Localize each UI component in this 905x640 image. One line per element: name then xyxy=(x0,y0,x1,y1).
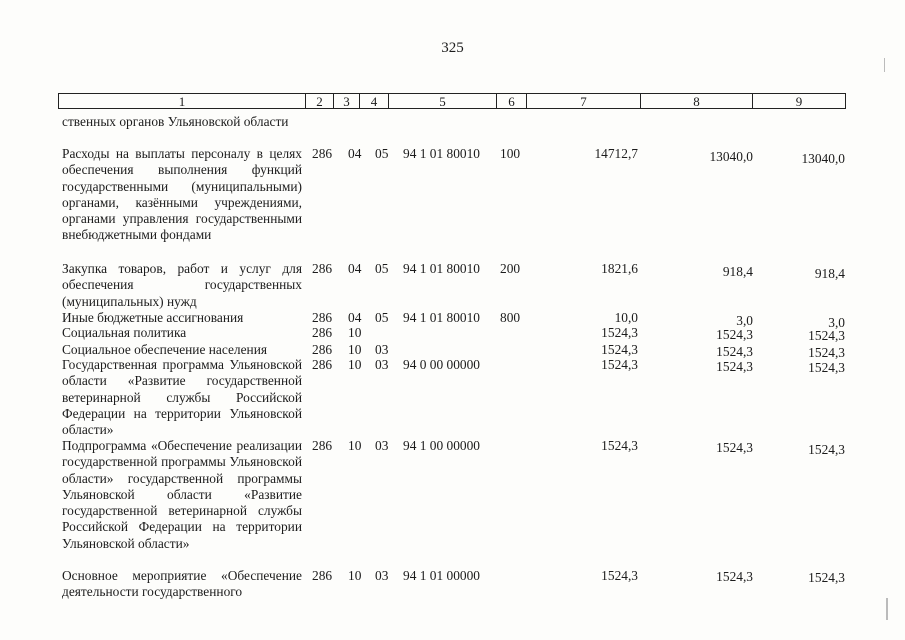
row-code-target: 94 1 01 80010 xyxy=(403,146,480,161)
row-value-col7: 14712,7 xyxy=(594,146,638,161)
row-value-col8: 918,4 xyxy=(722,264,753,279)
row-code-subsection: 05 xyxy=(375,310,389,325)
row-value-col8: 1524,3 xyxy=(716,344,753,359)
row-code-section: 10 xyxy=(348,568,362,583)
header-col-6: 6 xyxy=(496,93,526,109)
row-code-section: 04 xyxy=(348,310,362,325)
row-code-target: 94 1 01 00000 xyxy=(403,568,480,583)
row-name: Социальная политика xyxy=(62,325,187,340)
row-name: Социальное обеспечение населения xyxy=(62,342,268,357)
row-code-subsection: 05 xyxy=(375,146,389,161)
row-code-ministry: 286 xyxy=(312,261,333,276)
row-code-ministry: 286 xyxy=(312,310,333,325)
row-value-col7: 1524,3 xyxy=(601,568,638,583)
scan-mark xyxy=(886,598,888,620)
row-code-ministry: 286 xyxy=(312,357,333,372)
row-code-section: 04 xyxy=(348,261,362,276)
row-value-col7: 1821,6 xyxy=(601,261,638,276)
row-value-col9: 918,4 xyxy=(814,266,845,281)
row-name: ственных органов Ульяновской области xyxy=(62,114,289,129)
row-code-expense-type: 200 xyxy=(500,261,521,276)
row-value-col9: 13040,0 xyxy=(801,151,845,166)
row-code-subsection: 03 xyxy=(375,357,389,372)
row-name: Иные бюджетные ассигнования xyxy=(62,310,244,325)
row-name: Расходы на выплаты персоналу в целях обеспечения выполнения функций государственными (муниципальными) органами, казёнными учреждениями, органами управления государственными внебюджетными фондами xyxy=(62,146,302,243)
row-value-col9: 1524,3 xyxy=(808,442,845,457)
row-name: Закупка товаров, работ и услуг для обеспечения государственных (муниципальных) нужд xyxy=(62,261,302,309)
row-name: Государственная программа Ульяновской области «Развитие государственной ветеринарной службы Российской Федерации на территории Ульяновской области» xyxy=(62,357,302,438)
row-value-col9: 1524,3 xyxy=(808,360,845,375)
row-value-col7: 1524,3 xyxy=(601,438,638,453)
row-value-col9: 3,0 xyxy=(828,315,845,330)
row-code-ministry: 286 xyxy=(312,438,333,453)
page-number: 325 xyxy=(441,40,464,56)
row-name: Основное мероприятие «Обеспечение деятельности государственного xyxy=(62,568,302,600)
header-col-5: 5 xyxy=(388,93,496,109)
table-header xyxy=(58,93,846,113)
row-code-section: 10 xyxy=(348,357,362,372)
row-value-col8: 1524,3 xyxy=(716,327,753,342)
row-code-target: 94 1 01 80010 xyxy=(403,310,480,325)
row-code-section: 10 xyxy=(348,438,362,453)
row-value-col7: 1524,3 xyxy=(601,342,638,357)
row-code-ministry: 286 xyxy=(312,342,333,357)
row-value-col8: 3,0 xyxy=(736,313,753,328)
row-value-col8: 1524,3 xyxy=(716,359,753,374)
row-value-col9: 1524,3 xyxy=(808,570,845,585)
row-value-col9: 1524,3 xyxy=(808,328,845,343)
scan-mark xyxy=(884,58,885,72)
header-col-2: 2 xyxy=(305,93,333,109)
row-code-subsection: 03 xyxy=(375,342,389,357)
row-code-section: 10 xyxy=(348,325,362,340)
row-code-target: 94 1 01 80010 xyxy=(403,261,480,276)
row-value-col7: 1524,3 xyxy=(601,325,638,340)
header-col-8: 8 xyxy=(640,93,752,109)
header-col-1: 1 xyxy=(58,93,305,109)
row-value-col8: 1524,3 xyxy=(716,569,753,584)
row-code-section: 04 xyxy=(348,146,362,161)
row-code-ministry: 286 xyxy=(312,325,333,340)
header-col-9: 9 xyxy=(752,93,846,109)
row-value-col7: 1524,3 xyxy=(601,357,638,372)
row-code-section: 10 xyxy=(348,342,362,357)
row-code-subsection: 05 xyxy=(375,261,389,276)
row-code-expense-type: 800 xyxy=(500,310,521,325)
row-code-target: 94 1 00 00000 xyxy=(403,438,480,453)
row-code-ministry: 286 xyxy=(312,146,333,161)
header-col-4: 4 xyxy=(359,93,388,109)
row-code-target: 94 0 00 00000 xyxy=(403,357,480,372)
row-value-col8: 1524,3 xyxy=(716,440,753,455)
row-value-col8: 13040,0 xyxy=(709,149,753,164)
row-code-expense-type: 100 xyxy=(500,146,521,161)
header-col-7: 7 xyxy=(526,93,640,109)
row-code-subsection: 03 xyxy=(375,568,389,583)
row-value-col7: 10,0 xyxy=(614,310,638,325)
row-value-col9: 1524,3 xyxy=(808,345,845,360)
row-code-subsection: 03 xyxy=(375,438,389,453)
row-code-ministry: 286 xyxy=(312,568,333,583)
header-col-3: 3 xyxy=(333,93,359,109)
row-name: Подпрограмма «Обеспечение реализации государственной программы Ульяновской области» государственной программы Ульяновской области «Развитие государственной ветеринарной службы Российской Федерации на территории Ульяновской области» xyxy=(62,438,302,551)
